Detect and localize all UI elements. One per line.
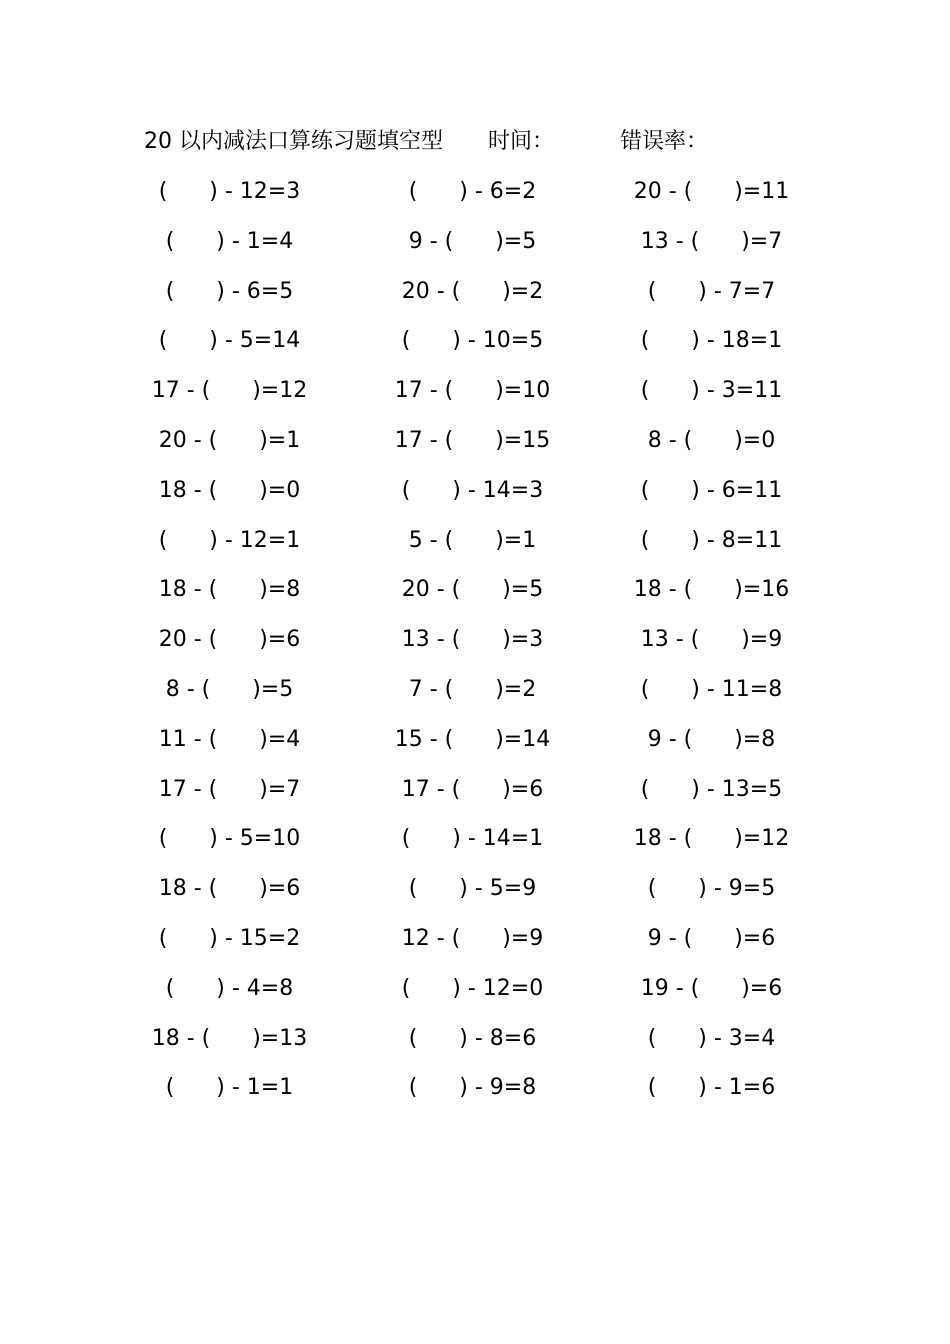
problem-row — [0, 821, 950, 871]
problem-cell: 13 - ( )=3 — [401, 627, 544, 653]
problem-cell: 17 - ( )=12 — [151, 378, 308, 404]
problem-row — [0, 722, 950, 772]
problem-cell: 15 - ( )=14 — [394, 726, 551, 752]
problem-row — [0, 1070, 950, 1120]
problem-row — [0, 921, 950, 971]
problem-cell: ( ) - 12=0 — [401, 975, 544, 1001]
problem-row — [0, 871, 950, 921]
problem-row — [0, 572, 950, 622]
problem-row — [0, 224, 950, 274]
problem-cell: 18 - ( )=16 — [633, 577, 790, 603]
problem-cell: 18 - ( )=8 — [158, 577, 301, 603]
problem-cell: 17 - ( )=7 — [158, 776, 301, 802]
problem-cell: 20 - ( )=5 — [401, 577, 544, 603]
problem-row — [0, 373, 950, 423]
problem-cell: 8 - ( )=5 — [165, 676, 294, 702]
problem-cell: 13 - ( )=7 — [640, 228, 783, 254]
problem-cell: ( ) - 18=1 — [640, 328, 783, 354]
problem-cell: 9 - ( )=8 — [647, 726, 776, 752]
time-label: 时间： — [488, 129, 555, 154]
problem-cell: 17 - ( )=6 — [401, 776, 544, 802]
problem-cell: ( ) - 6=5 — [165, 278, 294, 304]
problem-row — [0, 971, 950, 1021]
problem-cell: ( ) - 8=6 — [408, 1025, 537, 1051]
problem-row — [0, 772, 950, 822]
problem-row — [0, 274, 950, 324]
problem-cell: ( ) - 5=10 — [158, 826, 301, 852]
problem-cell: 5 - ( )=1 — [408, 527, 537, 553]
problem-cell: ( ) - 11=8 — [640, 676, 783, 702]
problem-cell: 18 - ( )=12 — [633, 826, 790, 852]
problem-cell: ( ) - 4=8 — [165, 975, 294, 1001]
problem-cell: ( ) - 12=3 — [158, 179, 301, 204]
problem-cell: ( ) - 14=1 — [401, 826, 544, 852]
problem-cell: ( ) - 6=11 — [640, 477, 783, 503]
problem-cell: ( ) - 5=14 — [158, 328, 301, 354]
problem-cell: ( ) - 12=1 — [158, 527, 301, 553]
problem-cell: ( ) - 10=5 — [401, 328, 544, 354]
problem-cell: ( ) - 3=11 — [640, 378, 783, 404]
problem-cell: 18 - ( )=0 — [158, 477, 301, 503]
problem-cell: ( ) - 14=3 — [401, 477, 544, 503]
problem-row — [0, 174, 950, 224]
problem-cell: 9 - ( )=5 — [408, 228, 537, 254]
problem-cell: 17 - ( )=15 — [394, 427, 551, 453]
problem-cell: 17 - ( )=10 — [394, 378, 551, 404]
problem-cell: ( ) - 8=11 — [640, 527, 783, 553]
problem-cell: ( ) - 1=1 — [165, 1075, 294, 1101]
problem-cell: ( ) - 7=7 — [647, 278, 776, 304]
problem-cell: ( ) - 9=8 — [408, 1075, 537, 1101]
problem-cell: ( ) - 9=5 — [647, 876, 776, 902]
problem-cell: 11 - ( )=4 — [158, 726, 301, 752]
problem-cell: 20 - ( )=2 — [401, 278, 544, 304]
problem-cell: 18 - ( )=6 — [158, 876, 301, 902]
problem-cell: 18 - ( )=13 — [151, 1025, 308, 1051]
problem-row — [0, 473, 950, 523]
problem-row — [0, 523, 950, 573]
problem-grid — [0, 174, 950, 1120]
problem-cell: ( ) - 5=9 — [408, 876, 537, 902]
problem-cell: 20 - ( )=1 — [158, 427, 301, 453]
problem-cell: ( ) - 13=5 — [640, 776, 783, 802]
problem-cell: 19 - ( )=6 — [640, 975, 783, 1001]
problem-cell: ( ) - 6=2 — [408, 179, 537, 204]
problem-row — [0, 672, 950, 722]
problem-cell: 7 - ( )=2 — [408, 676, 537, 702]
problem-cell: ( ) - 1=4 — [165, 228, 294, 254]
problem-cell: 20 - ( )=6 — [158, 627, 301, 653]
problem-cell: 9 - ( )=6 — [647, 925, 776, 951]
problem-row — [0, 423, 950, 473]
problem-row — [0, 622, 950, 672]
problem-cell: ( ) - 3=4 — [647, 1025, 776, 1051]
problem-cell: 12 - ( )=9 — [401, 925, 544, 951]
error-rate-label: 错误率： — [620, 129, 709, 154]
problem-cell: ( ) - 1=6 — [647, 1075, 776, 1101]
problem-cell: 13 - ( )=9 — [640, 627, 783, 653]
problem-row — [0, 323, 950, 373]
problem-cell: ( ) - 15=2 — [158, 925, 301, 951]
problem-cell: 8 - ( )=0 — [647, 427, 776, 453]
problem-cell: 20 - ( )=11 — [633, 179, 790, 204]
problem-row — [0, 1021, 950, 1071]
worksheet-title: 20 以内减法口算练习题填空型 — [144, 129, 443, 154]
